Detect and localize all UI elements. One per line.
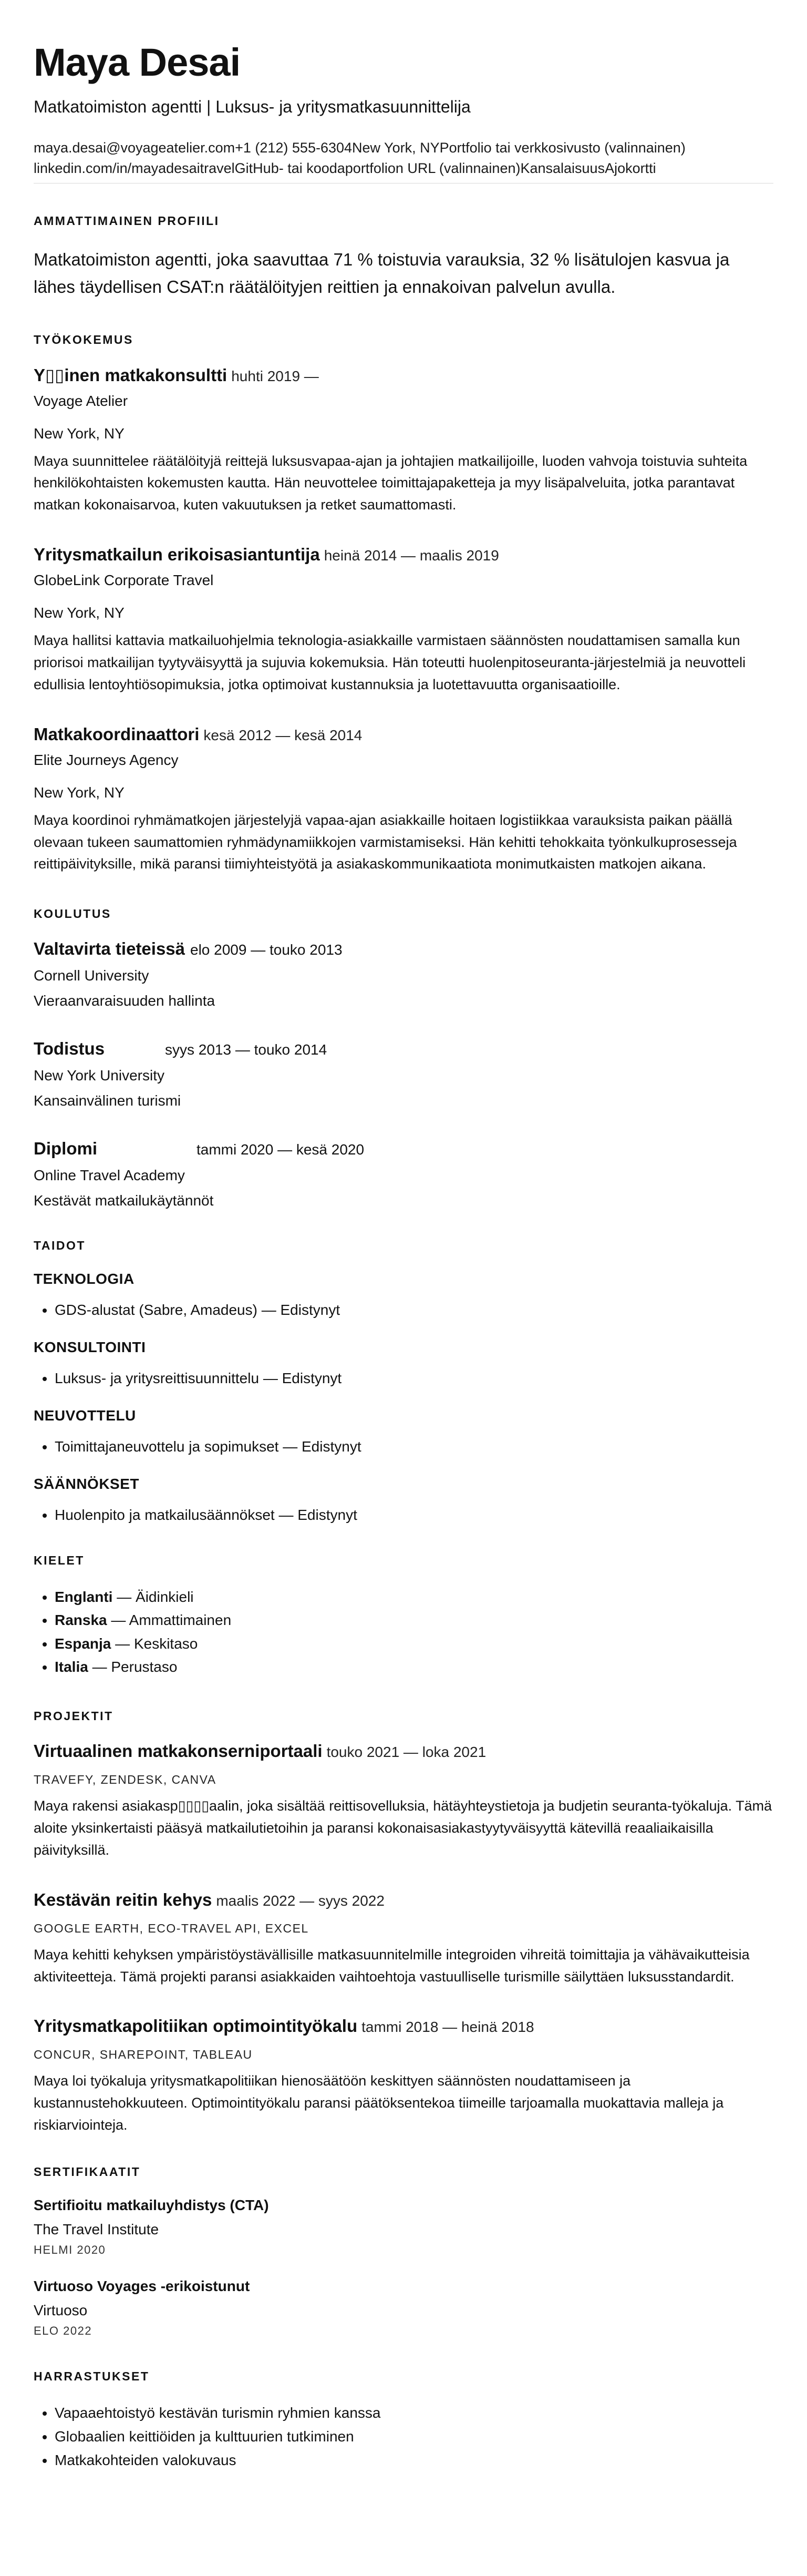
job-description: Maya hallitsi kattavia matkailuohjelmia teknologia-asiakkaille varmistaen säännösten noudattamisen samalla kun priorisoi matkailijan tyytyväisyyttä ja sujuvia kokemuksia. Hän toteutti huolenpitoseuranta-järjestelmiä ja neuvotteli edullisia lentoyhtiösopimuksia, jotka optimoivat kustannuksia ja luotettavuutta organisaatioille.: [34, 632, 746, 692]
job-dates: huhti 2019 —: [231, 367, 319, 384]
language-level: — Keskitaso: [111, 1635, 198, 1652]
skill-list: [34, 1367, 773, 1389]
project-dates: maalis 2022 — syys 2022: [216, 1892, 385, 1909]
skill-category-title: TEKNOLOGIA: [34, 1271, 134, 1287]
certification-title: Virtuoso Voyages -erikoistunut: [34, 2277, 250, 2294]
section-title: SERTIFIKAATIT: [34, 2164, 141, 2179]
job-location: New York, NY: [34, 605, 125, 621]
language-level: — Perustaso: [88, 1658, 178, 1675]
skill-category-title: KONSULTOINTI: [34, 1339, 146, 1356]
job-dates: kesä 2012 — kesä 2014: [203, 727, 363, 743]
experience-entry: [34, 545, 773, 696]
education-dates: tammi 2020 — kesä 2020: [196, 1141, 365, 1158]
job-title: Matkakoordinaattori: [34, 724, 200, 744]
field-of-study: Vieraanvaraisuuden hallinta: [34, 993, 215, 1009]
skill-category-title: SÄÄNNÖKSET: [34, 1476, 140, 1493]
language-level: — Ammattimainen: [107, 1612, 232, 1629]
section-title: PROJEKTIT: [34, 1709, 113, 1723]
project-description: Maya kehitti kehyksen ympäristöystävällisille matkasuunnitelmille integroiden vihreitä toimittajia ja vähävaikutteisia aktiviteetteja. Tämä projekti paransi asiakkaiden vaihtoehtoja vastuulliselle turismille säilyttäen luksusstandardit.: [34, 1946, 750, 1985]
job-description: Maya suunnittelee räätälöityjä reittejä luksusvapaa-ajan ja johtajien matkailijoille, luoden vahvoja toistuvia suhteita henkilökohtaisten kokemusten kautta. Hän neuvottelee toimittajapaketteja ja myy lisäpalveluita, jotka parantavat matkan kokonaisarvoa, kuten vakuutuksen ja retket saumattomasti.: [34, 453, 748, 513]
contact-line: maya.desai@voyageatelier.com+1 (212) 555-6304New York, NYPortfolio tai verkkosivusto (valinnainen): [34, 140, 686, 156]
certification-date: HELMI 2020: [34, 2243, 106, 2256]
degree-title: Valtavirta tieteissä: [34, 939, 185, 959]
projects-section: [34, 1709, 773, 2137]
language-level: — Äidinkieli: [112, 1589, 194, 1606]
school-name: Cornell University: [34, 967, 149, 984]
project-entry: [34, 1741, 773, 1862]
contact-line: linkedin.com/in/mayadesaitravelGitHub- tai koodaportfolion URL (valinnainen)KansalaisuusAjokortti: [34, 160, 656, 177]
hobby-item: • Globaalien keittiöiden ja kulttuurien tutkiminen: [55, 2425, 773, 2449]
section-title: KOULUTUS: [34, 907, 111, 921]
certification-issuer: Virtuoso: [34, 2302, 88, 2318]
languages-section: [34, 1553, 773, 1679]
project-tools: GOOGLE EARTH, ECO-TRAVEL API, EXCEL: [34, 1921, 309, 1935]
contact-block: [34, 138, 773, 183]
company-name: GlobeLink Corporate Travel: [34, 572, 214, 589]
candidate-name: Maya Desai: [34, 40, 241, 84]
candidate-headline: Matkatoimiston agentti | Luksus- ja yritysmatkasuunnittelija: [34, 97, 471, 116]
section-title: HARRASTUKSET: [34, 2369, 150, 2383]
company-name: Elite Journeys Agency: [34, 751, 179, 768]
language-item: [55, 1632, 773, 1655]
certification-issuer: The Travel Institute: [34, 2221, 159, 2237]
project-title: Yritysmatkapolitiikan optimointityökalu: [34, 2016, 358, 2036]
education-entry: [34, 1139, 773, 1209]
skill-categories: [34, 1271, 773, 1526]
language-item: [55, 1655, 773, 1679]
skill-list: [34, 1504, 773, 1526]
section-title: TYÖKOKEMUS: [34, 332, 133, 346]
skill-item: • Luksus- ja yritysreittisuunnittelu — Edistynyt: [55, 1367, 773, 1389]
project-description: Maya loi työkaluja yritysmatkapolitiikan hienosäätöön keskittyen säännösten noudattamiseen ja kustannustehokkuuteen. Optimointityökalu paransi päätöksentekoa tiimeille tarjoamalla muokattavia malleja ja riskiarviointeja.: [34, 2073, 724, 2133]
language-item: [55, 1609, 773, 1632]
certification-entry: [34, 2197, 773, 2257]
school-name: New York University: [34, 1067, 164, 1084]
degree-title: Diplomi: [34, 1139, 97, 1159]
experience-entry: [34, 724, 773, 876]
project-description: Maya rakensi asiakasp▯▯▯▯aalin, joka sisältää reittisovelluksia, hätäyhteystietoja ja budjetin seuranta-työkaluja. Tämä aloite yksinkertaisti pääsyä matkailutietoihin ja paransi kokonaisasiakastyytyväisyyttä kätevillä reaaliaikaisilla päivityksillä.: [34, 1798, 772, 1858]
job-dates: heinä 2014 — maalis 2019: [324, 547, 499, 564]
education-entry: [34, 939, 773, 1009]
project-tools: CONCUR, SHAREPOINT, TABLEAU: [34, 2048, 253, 2062]
project-title: Kestävän reitin kehys: [34, 1889, 212, 1909]
skill-category-title: NEUVOTTELU: [34, 1407, 136, 1424]
skill-item: • Toimittajaneuvottelu ja sopimukset — Edistynyt: [55, 1436, 773, 1458]
language-item: [55, 1586, 773, 1609]
hobby-item: • Matkakohteiden valokuvaus: [55, 2449, 773, 2472]
profile-section: [34, 214, 773, 300]
project-tools: TRAVEFY, ZENDESK, CANVA: [34, 1773, 216, 1787]
section-title: KIELET: [34, 1553, 85, 1568]
skill-item: • Huolenpito ja matkailusäännökset — Edistynyt: [55, 1504, 773, 1526]
company-name: Voyage Atelier: [34, 392, 128, 409]
experience-section: [34, 333, 773, 876]
certification-date: ELO 2022: [34, 2324, 92, 2337]
education-entry: [34, 1039, 773, 1109]
school-name: Online Travel Academy: [34, 1167, 185, 1184]
certification-entry: [34, 2278, 773, 2338]
field-of-study: Kansainvälinen turismi: [34, 1092, 181, 1109]
project-dates: tammi 2018 — heinä 2018: [361, 2019, 534, 2036]
language-name: Englanti: [55, 1589, 113, 1606]
language-name: Ranska: [55, 1612, 107, 1629]
job-description: Maya koordinoi ryhmämatkojen järjestelyjä vapaa-ajan asiakkaille hoitaen logistiikkaa varauksista paikan päällä olevaan tukeen saumattomien ryhmädynamiikkojen varmistamiseksi. Hän kehitti tehokkaita työnkulkuprosesseja reittipäivityksille, mikä paransi tiimiyhteistyötä ja asiakaskommunikaatiota monimutkaisten matkojen aikana.: [34, 812, 737, 872]
language-name: Espanja: [55, 1635, 111, 1652]
project-title: Virtuaalinen matkakonserniportaali: [34, 1741, 323, 1761]
certification-title: Sertifioitu matkailuyhdistys (CTA): [34, 2196, 269, 2213]
certifications-section: [34, 2165, 773, 2338]
language-list: [34, 1586, 773, 1679]
skills-section: [34, 1239, 773, 1526]
education-dates: syys 2013 — touko 2014: [165, 1041, 327, 1058]
project-entry: [34, 2016, 773, 2137]
section-title: TAIDOT: [34, 1239, 86, 1253]
job-title: Yritysmatkailun erikoisasiantuntija: [34, 545, 320, 565]
job-title: Y▯▯inen matkakonsultti: [34, 365, 227, 385]
experience-entry: [34, 365, 773, 517]
education-dates: elo 2009 — touko 2013: [190, 942, 343, 958]
skill-item: • GDS-alustat (Sabre, Amadeus) — Edistynyt: [55, 1299, 773, 1321]
job-location: New York, NY: [34, 425, 125, 442]
skill-list: [34, 1436, 773, 1458]
project-entry: [34, 1890, 773, 1988]
field-of-study: Kestävät matkailukäytännöt: [34, 1192, 214, 1209]
project-dates: touko 2021 — loka 2021: [326, 1744, 487, 1761]
job-location: New York, NY: [34, 784, 125, 801]
education-section: [34, 907, 773, 1209]
language-name: Italia: [55, 1658, 88, 1675]
hobby-item: • Vapaaehtoistyö kestävän turismin ryhmien kanssa: [55, 2401, 773, 2425]
profile-summary: Matkatoimiston agentti, joka saavuttaa 71 % toistuvia varauksia, 32 % lisätulojen kasvua ja lähes täydellisen CSAT:n räätälöityjen reittien ja ennakoivan palvelun avulla.: [34, 250, 730, 297]
hobbies-section: [34, 2369, 773, 2472]
skill-list: [34, 1299, 773, 1321]
hobby-list: [34, 2401, 773, 2472]
section-title: AMMATTIMAINEN PROFIILI: [34, 214, 220, 228]
degree-title: Todistus: [34, 1039, 105, 1059]
